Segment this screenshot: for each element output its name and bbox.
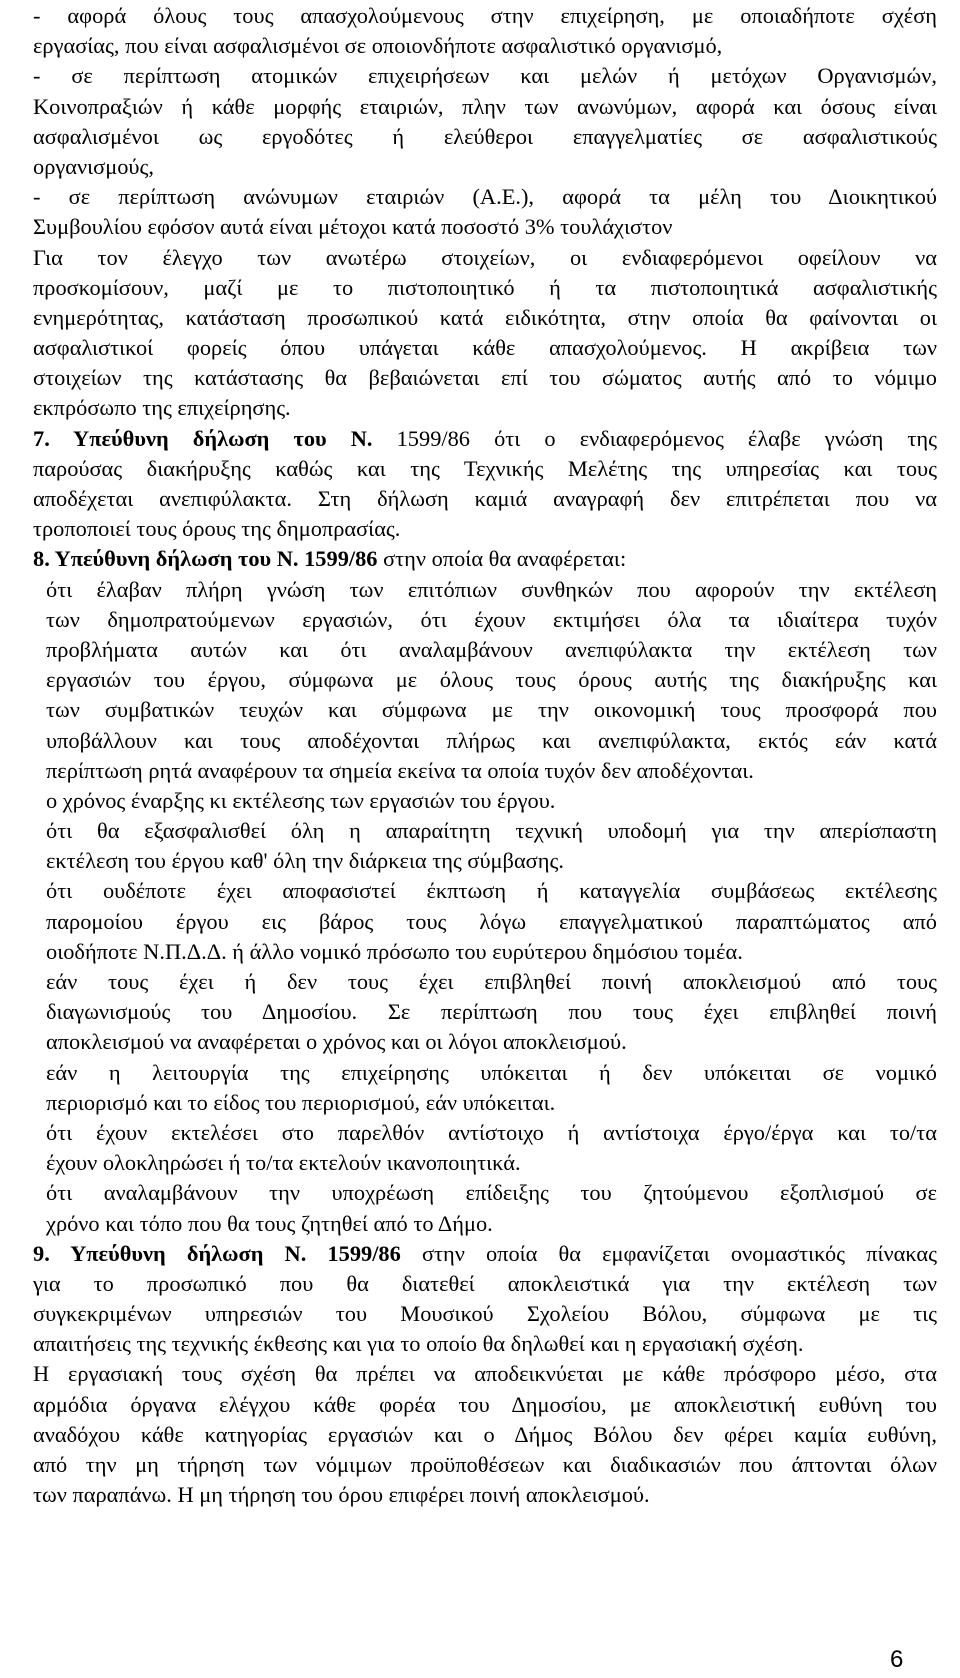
text-line: [33, 31, 937, 61]
line-text: εάν η λειτουργία της επιχείρησης υπόκειται ή δεν υπόκειται σε νομικό: [46, 1059, 937, 1085]
text-line: [33, 1480, 937, 1510]
text-line: [46, 907, 937, 937]
line-text: εκπρόσωπο της επιχείρησης.: [33, 395, 291, 421]
text-line: [33, 152, 937, 182]
text-line: [33, 243, 937, 273]
line-text: απαιτήσεις της τεχνικής έκθεσης και για το οποίο θα δηλωθεί και η εργασιακή σχέση.: [33, 1331, 804, 1357]
line-text: ότι θα εξασφαλισθεί όλη η απαραίτητη τεχνική υποδομή για την απερίσπαστη: [46, 818, 937, 844]
section-heading: 7. Υπεύθυνη δήλωση του Ν.: [33, 425, 373, 451]
line-text: αποκλεισμού να αναφέρεται ο χρόνος και οι λόγοι αποκλεισμού.: [46, 1029, 627, 1055]
text-line: [33, 182, 937, 212]
line-text: - σε περίπτωση ανώνυμων εταιριών (Α.Ε.), αφορά τα μέλη του Διοικητικού: [33, 184, 937, 210]
line-text: εκτέλεση του έργου καθ' όλη την διάρκεια της σύμβασης.: [46, 848, 564, 874]
text-line: [46, 1178, 937, 1208]
line-text: των δημοπρατούμενων εργασιών, ότι έχουν εκτιμήσει όλα τα ιδιαίτερα τυχόν: [46, 606, 937, 632]
line-text: στοιχείων της κατάστασης θα βεβαιώνεται επί του σώματος αυτής από το νόμιμο: [33, 365, 937, 391]
text-line: [33, 1, 937, 31]
text-line: [33, 1450, 937, 1480]
text-line: [33, 393, 937, 423]
line-text: αρμόδια όργανα ελέγχου κάθε φορέα του Δημοσίου, με αποκλειστική ευθύνη του: [33, 1391, 937, 1417]
line-text: - αφορά όλους τους απασχολούμενους στην επιχείρηση, με οποιαδήποτε σχέση: [33, 3, 937, 28]
line-text: αποδέχεται ανεπιφύλακτα. Στη δήλωση καμιά αναγραφή δεν επιτρέπεται που να: [33, 486, 937, 511]
text-line: [46, 876, 937, 906]
text-line: [33, 1239, 937, 1269]
text-line: [46, 816, 937, 846]
line-text: αναδόχου κάθε κατηγορίας εργασιών και ο Δήμος Βόλου δεν φέρει καμία ευθύνη,: [33, 1421, 937, 1447]
line-text: οργανισμούς,: [33, 153, 154, 179]
line-text: ότι ουδέποτε έχει αποφασιστεί έκπτωση ή καταγγελία συμβάσεως εκτέλεσης: [46, 878, 937, 904]
text-line: [33, 1390, 937, 1420]
text-line: [33, 544, 937, 574]
line-text: των συμβατικών τευχών και σύμφωνα με την οικονομική τους προσφορά που: [46, 697, 937, 723]
text-line: [33, 1329, 937, 1359]
text-line: [46, 997, 937, 1027]
line-text: συγκεκριμένων υπηρεσιών του Μουσικού Σχολείου Βόλου, σύμφωνα με τις: [33, 1301, 937, 1327]
line-text: ο χρόνος έναρξης κι εκτέλεσης των εργασιών του έργου.: [46, 787, 556, 813]
line-text: ασφαλιστικοί φορείς όπου υπάγεται κάθε απασχολούμενος. Η ακρίβεια των: [33, 335, 937, 361]
text-line: [46, 937, 937, 967]
line-text: στην οποία θα εμφανίζεται ονομαστικός πίνακας: [400, 1240, 938, 1266]
line-text: προσκομίσουν, μαζί με το πιστοποιητικό ή τα πιστοποιητικά ασφαλιστικής: [33, 274, 937, 300]
line-text: Συμβουλίου εφόσον αυτά είναι μέτοχοι κατά ποσοστό 3% τουλάχιστον: [33, 214, 673, 240]
page-number: 6: [890, 1646, 904, 1673]
line-text: έχουν ολοκληρώσει ή το/τα εκτελούν ικανοποιητικά.: [46, 1150, 521, 1176]
line-text: στην οποία θα αναφέρεται:: [377, 546, 627, 572]
line-text: ότι έχουν εκτελέσει στο παρελθόν αντίστοιχο ή αντίστοιχα έργο/έργα και το/τα: [46, 1119, 937, 1145]
line-text: εάν τους έχει ή δεν τους έχει επιβληθεί ποινή αποκλεισμού από τους: [46, 969, 937, 994]
text-line: [46, 635, 937, 665]
document-body: [33, 1, 937, 1510]
section-heading: 9. Υπεύθυνη δήλωση Ν. 1599/86: [33, 1240, 401, 1266]
line-text: Η εργασιακή τους σχέση θα πρέπει να αποδεικνύεται με κάθε πρόσφορο μέσο, στα: [33, 1361, 937, 1387]
text-line: [46, 605, 937, 635]
text-line: [46, 1058, 937, 1088]
line-text: οιοδήποτε Ν.Π.Δ.Δ. ή άλλο νομικό πρόσωπο του ευρύτερου δημόσιου τομέα.: [46, 938, 743, 964]
text-line: [46, 726, 937, 756]
line-text: διαγωνισμούς του Δημοσίου. Σε περίπτωση που τους έχει επιβληθεί ποινή: [46, 999, 937, 1025]
line-text: ενημερότητας, κατάσταση προσωπικού κατά ειδικότητα, στην οποία θα φαίνονται οι: [33, 304, 937, 330]
line-text: υποβάλλουν και τους αποδέχονται πλήρως και ανεπιφύλακτα, εκτός εάν κατά: [46, 727, 937, 753]
line-text: περίπτωση ρητά αναφέρουν τα σημεία εκείνα τα οποία τυχόν δεν αποδέχονται.: [46, 757, 754, 783]
text-line: [46, 1148, 937, 1178]
text-line: [46, 575, 937, 605]
text-line: [33, 61, 937, 91]
text-line: [33, 1359, 937, 1389]
line-text: προβλήματα αυτών και ότι αναλαμβάνουν ανεπιφύλακτα την εκτέλεση των: [46, 636, 937, 662]
line-text: περιορισμό και το είδος του περιορισμού, εάν υπόκειται.: [46, 1089, 556, 1115]
text-line: [46, 695, 937, 725]
line-text: παρούσας διακήρυξης καθώς και της Τεχνικής Μελέτης της υπηρεσίας και τους: [33, 455, 937, 481]
text-line: [33, 1269, 937, 1299]
text-line: [33, 1299, 937, 1329]
text-line: [33, 514, 937, 544]
text-line: [33, 363, 937, 393]
section-heading: 8. Υπεύθυνη δήλωση του Ν. 1599/86: [33, 546, 378, 572]
line-text: ότι αναλαμβάνουν την υποχρέωση επίδειξης του ζητούμενου εξοπλισμού σε: [46, 1180, 937, 1206]
text-line: [46, 1088, 937, 1118]
line-text: - σε περίπτωση ατομικών επιχειρήσεων και μελών ή μετόχων Οργανισμών,: [33, 63, 937, 89]
text-line: [33, 484, 937, 514]
line-text: Κοινοπραξιών ή κάθε μορφής εταιριών, πλην των ανωνύμων, αφορά και όσους είναι: [33, 93, 937, 119]
text-line: [33, 273, 937, 303]
text-line: [33, 424, 937, 454]
line-text: ότι έλαβαν πλήρη γνώση των επιτόπιων συνθηκών που αφορούν την εκτέλεση: [46, 576, 937, 602]
text-line: [33, 333, 937, 363]
line-text: παρομοίου έργου εις βάρος τους λόγω επαγγελματικού παραπτώματος από: [46, 908, 937, 934]
text-line: [46, 1209, 937, 1239]
text-line: [46, 665, 937, 695]
text-line: [46, 756, 937, 786]
line-text: εργασίας, που είναι ασφαλισμένοι σε οποιονδήποτε ασφαλιστικό οργανισμό,: [33, 33, 723, 59]
text-line: [33, 212, 937, 242]
text-line: [46, 1118, 937, 1148]
line-text: των παραπάνω. Η μη τήρηση του όρου επιφέρει ποινή αποκλεισμού.: [33, 1482, 650, 1508]
text-line: [33, 303, 937, 333]
text-line: [33, 92, 937, 122]
text-line: [46, 967, 937, 997]
line-text: χρόνο και τόπο που θα τους ζητηθεί από το Δήμο.: [46, 1210, 493, 1236]
text-line: [46, 1027, 937, 1057]
text-line: [33, 122, 937, 152]
line-text: για το προσωπικό που θα διατεθεί αποκλειστικά για την εκτέλεση των: [33, 1270, 937, 1296]
line-text: εργασιών του έργου, σύμφωνα με όλους τους όρους αυτής της διακήρυξης και: [46, 667, 937, 693]
text-line: [46, 846, 937, 876]
line-text: ασφαλισμένοι ως εργοδότες ή ελεύθεροι επαγγελματίες σε ασφαλιστικούς: [33, 123, 937, 149]
line-text: τροποποιεί τους όρους της δημοπρασίας.: [33, 516, 401, 542]
line-text: Για τον έλεγχο των ανωτέρω στοιχείων, οι ενδιαφερόμενοι οφείλουν να: [33, 244, 937, 270]
text-line: [33, 1420, 937, 1450]
line-text: 1599/86 ότι ο ενδιαφερόμενος έλαβε γνώση της: [372, 425, 938, 451]
text-line: [46, 786, 937, 816]
text-line: [33, 454, 937, 484]
line-text: από την μη τήρηση των νόμιμων προϋποθέσεων και διαδικασιών που άπτονται όλων: [33, 1452, 937, 1477]
